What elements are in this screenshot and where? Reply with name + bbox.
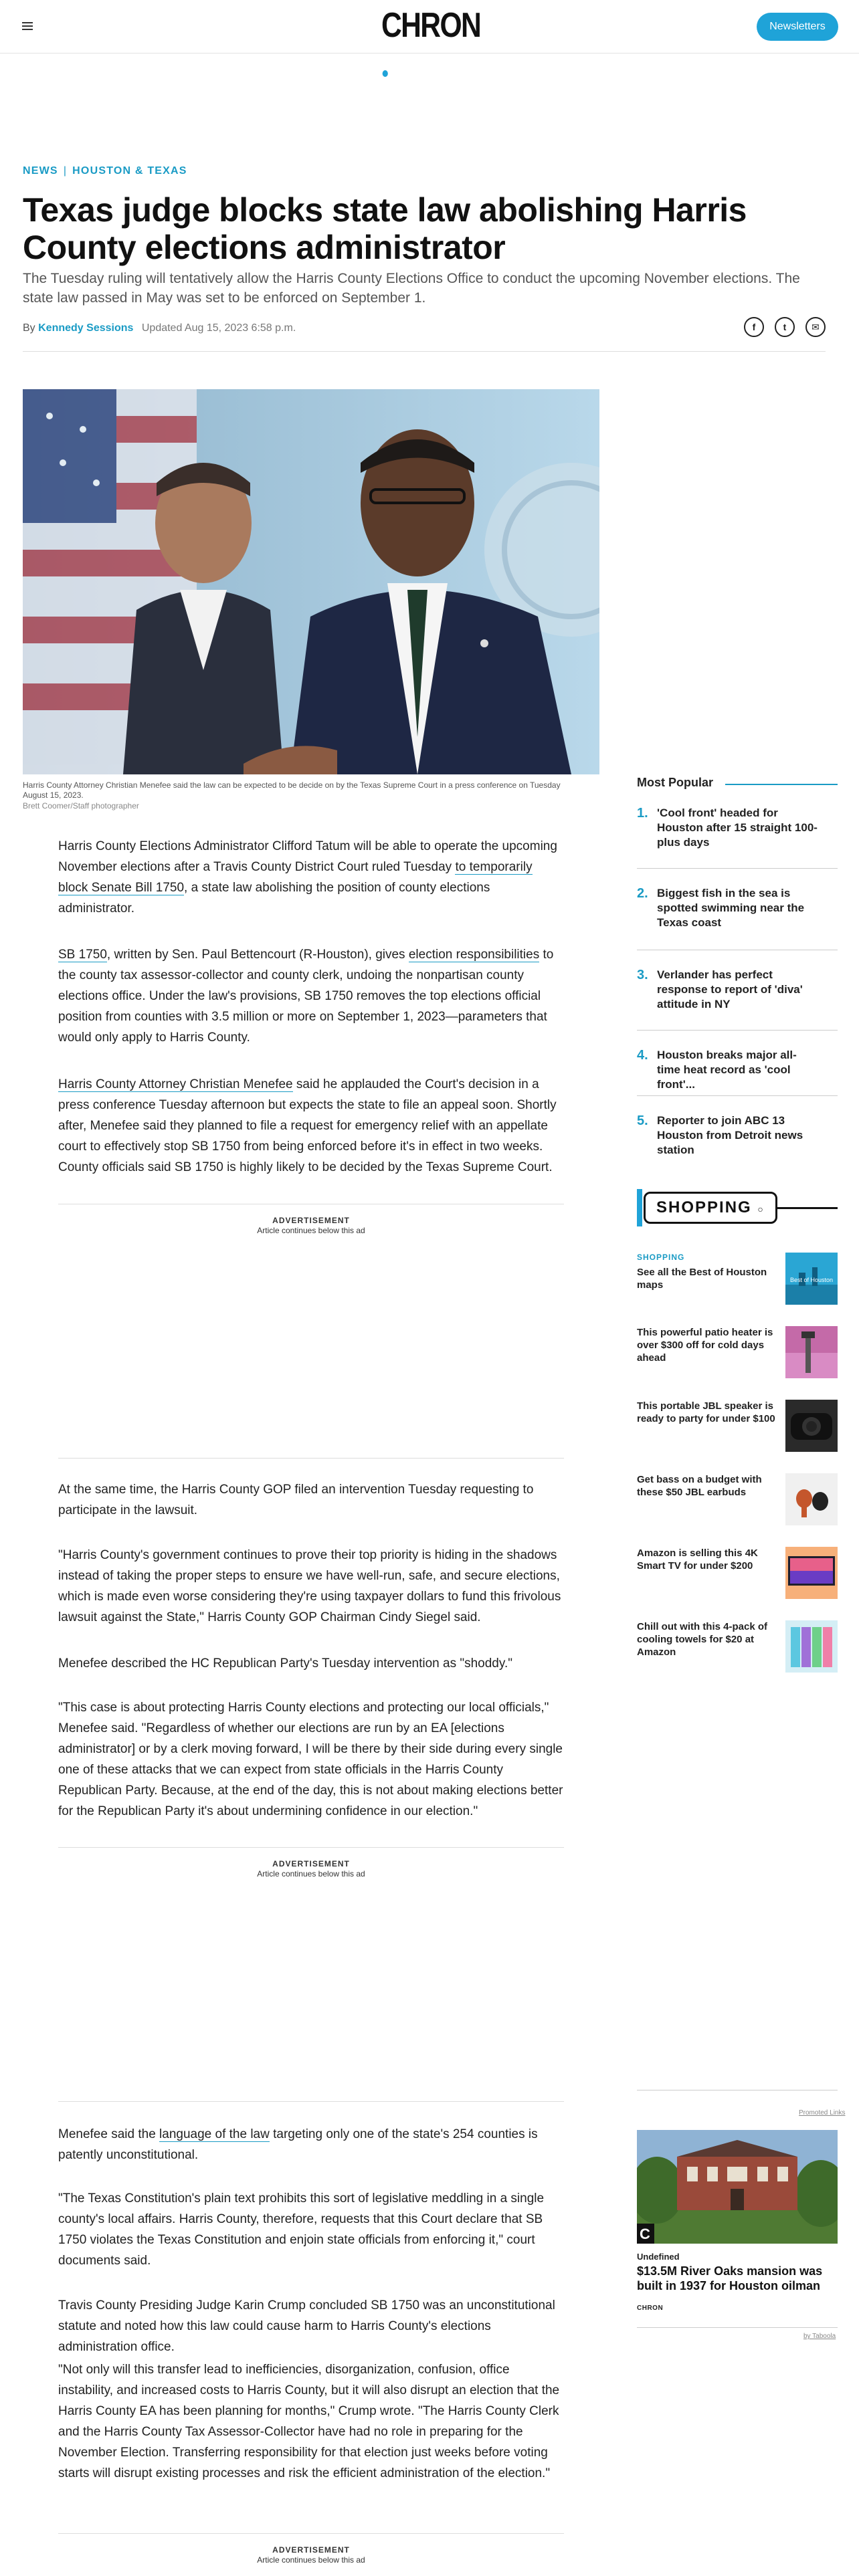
most-popular-rule — [725, 784, 838, 785]
kicker-houston-texas-link[interactable]: HOUSTON & TEXAS — [72, 165, 187, 177]
author-link[interactable]: Kennedy Sessions — [38, 322, 134, 334]
shopping-thumbnail[interactable] — [785, 1473, 838, 1525]
shopping-item-title[interactable]: This powerful patio heater is over $300 off for cold days ahead — [637, 1327, 773, 1364]
site-logo[interactable] — [381, 5, 481, 45]
shopping-thumbnail[interactable] — [785, 1326, 838, 1378]
p1-text-b: , a state law abolishing the position of county elections administrator. — [58, 881, 490, 916]
section-kicker: NEWS | HOUSTON & TEXAS — [23, 165, 187, 177]
advertisement-label — [58, 1216, 564, 1236]
shopping-item-title[interactable]: This portable JBL speaker is ready to party for under $100 — [637, 1400, 775, 1424]
p1-text-a: Harris County Elections Administrator Clifford Tatum will be able to operate the upcoming November elections after a Travis County District Court ruled Tuesday — [58, 839, 557, 874]
advertisement-label-2 — [58, 1859, 564, 1879]
most-popular-number: 2. — [637, 886, 648, 901]
ad-title: ADVERTISEMENT — [272, 1216, 350, 1225]
article-paragraph-8 — [58, 2124, 564, 2165]
shopping-item[interactable] — [637, 1253, 838, 1306]
most-popular-headline[interactable]: Reporter to join ABC 13 Houston from Detroit news station — [657, 1114, 803, 1156]
senate-bill-link[interactable]: to temporarily block Senate Bill 1750 — [58, 860, 533, 895]
promo-image[interactable] — [637, 2130, 838, 2244]
most-popular-headline[interactable]: 'Cool front' headed for Houston after 15 straight 100-plus days — [657, 807, 818, 849]
p2-text-a: , written by Sen. Paul Bettencourt (R-Houston), gives — [106, 948, 409, 962]
shopping-banner[interactable] — [637, 1189, 838, 1226]
menu-icon[interactable] — [22, 22, 33, 30]
ad-title-3: ADVERTISEMENT — [272, 2545, 350, 2555]
shopping-thumbnail[interactable] — [785, 1400, 838, 1452]
facebook-share-icon[interactable]: f — [744, 317, 764, 337]
menefee-link[interactable]: Harris County Attorney Christian Menefee — [58, 1077, 293, 1091]
svg-text:C: C — [640, 2226, 650, 2242]
sb1750-link[interactable]: SB 1750 — [58, 948, 107, 962]
hero-photo — [23, 389, 599, 774]
article-paragraph-11: "Not only will this transfer lead to inefficiencies, disorganization, confusion, office instability, and increased costs to Harris County, but it will also disrupt an election that the Harris County EA has been planning for months," Crump wrote. "The Harris County Clerk and the Harris County Tax Assessor-Collector have had no role in preparing for the November Election. Transferring responsibility for that election just weeks before voting starts will disrupt existing processes and risk the efficient administration of the election." — [58, 2363, 560, 2480]
article-paragraph-2 — [58, 944, 564, 1048]
most-popular-item[interactable] — [637, 1048, 838, 1091]
ad-divider-top-2 — [58, 1847, 564, 1848]
shopping-item[interactable] — [637, 1620, 838, 1674]
updated-date: Updated Aug 15, 2023 6:58 p.m. — [141, 322, 296, 334]
logo-text: CHRON — [381, 6, 481, 45]
kicker-news-link[interactable]: NEWS — [23, 165, 58, 177]
newsletters-button[interactable]: Newsletters — [757, 13, 838, 41]
most-popular-headline[interactable]: Houston breaks major all-time heat record as 'cool front'... — [657, 1049, 797, 1091]
ad-subtitle-3: Article continues below this ad — [257, 2555, 365, 2565]
shopping-thumbnail[interactable] — [785, 1547, 838, 1599]
p2-text-b: to the county tax assessor-collector and county clerk, undoing the nonpartisan county elections office. Under the law's provisions, SB 1750 removes the top elections official position from counties with 3.5 million or more on September 1, 2023—parameters that would only apply to Harris County. — [58, 948, 554, 1045]
most-popular-number: 3. — [637, 968, 648, 982]
ad-divider-bottom-2 — [58, 2101, 564, 2102]
most-popular-number: 5. — [637, 1113, 648, 1128]
shopping-category: SHOPPING — [637, 1253, 685, 1262]
header-divider — [23, 351, 826, 352]
shopping-item-title[interactable]: Amazon is selling this 4K Smart TV for under $200 — [637, 1547, 758, 1572]
ad-divider-bottom — [58, 1458, 564, 1459]
most-popular-number: 1. — [637, 806, 648, 821]
most-popular-item[interactable] — [637, 806, 838, 853]
advertisement-label-3 — [58, 2545, 564, 2565]
most-popular-separator — [637, 868, 838, 869]
most-popular-headline[interactable]: Verlander has perfect response to report of 'diva' attitude in NY — [657, 968, 803, 1010]
shopping-item-title[interactable]: Get bass on a budget with these $50 JBL earbuds — [637, 1474, 762, 1498]
most-popular-item[interactable] — [637, 1113, 838, 1160]
article-paragraph-3 — [58, 1074, 564, 1178]
promo-headline[interactable]: $13.5M River Oaks mansion was built in 1937 for Houston oilman — [637, 2264, 823, 2292]
election-responsibilities-link[interactable]: election responsibilities — [408, 948, 540, 962]
most-popular-separator — [637, 1030, 838, 1031]
shopping-item[interactable] — [637, 1400, 838, 1453]
article-paragraph-5: "Harris County's government continues to prove their top priority is hiding in the shadows instead of taking the proper steps to ensure we have well-run, safe, and secure elections, which is made even worse considering they're using taxpayer dollars to fund this frivolous lawsuit against the State," Harris County GOP Chairman Cindy Siegel said. — [58, 1548, 561, 1624]
shopping-thumbnail[interactable] — [785, 1620, 838, 1673]
article-paragraph-6: Menefee described the HC Republican Party's Tuesday intervention as "shoddy." — [58, 1656, 512, 1671]
p8-text-b: targeting only one of the state's 254 counties is patently unconstitutional. — [58, 2127, 538, 2162]
language-of-law-link[interactable]: language of the law — [159, 2127, 270, 2141]
article-dek: The Tuesday ruling will tentatively allow the Harris County Elections Office to conduct the upcoming November elections. The state law passed in May was set to be enforced on September 1. — [23, 271, 800, 306]
most-popular-separator — [637, 1095, 838, 1096]
ad-title-2: ADVERTISEMENT — [272, 1859, 350, 1868]
ad-subtitle-2: Article continues below this ad — [257, 1869, 365, 1879]
ad-divider-top-3 — [58, 2533, 564, 2534]
byline — [23, 322, 296, 334]
article-paragraph-10: Travis County Presiding Judge Karin Crump concluded SB 1750 was an unconstitutional statute and noted how this law could cause harm to Harris County's elections administration office. — [58, 2298, 555, 2354]
twitter-share-icon[interactable]: t — [775, 317, 795, 337]
site-header — [0, 0, 859, 53]
most-popular-item[interactable] — [637, 968, 838, 1014]
promo-source: Undefined — [637, 2252, 680, 2262]
article-paragraph-1 — [58, 836, 564, 919]
p3-text: said he applauded the Court's decision in a press conference Tuesday afternoon but expects the state to file an appeal soon. Shortly after, Menefee said they planned to file a request for emergency relief with an appellate court to effectively stop SB 1750 from being enforced before it's in effect in two weeks. County officials said SB 1750 is highly likely to be decided by the Texas Supreme Court. — [58, 1077, 557, 1174]
ad-subtitle: Article continues below this ad — [257, 1226, 365, 1235]
photo-caption: Harris County Attorney Christian Menefee said the law can be expected to be decide on by the Texas Supreme Court in a press conference on Tuesday August 15, 2023. — [23, 780, 561, 800]
most-popular-number: 4. — [637, 1048, 648, 1063]
article-paragraph-7: "This case is about protecting Harris County elections and protecting our local officials," Menefee said. "Regardless of whether our elections are run by an EA [elections administrator] or by a clerk moving forward, I will be there by their side during every single one of these attacks that we can expect from state officials in the Harris County Republican Party. Because, at the end of the day, this is not about making elections better for the Republican Party it's about undermining confidence in our election." — [58, 1701, 563, 1818]
thumbnail-caption: Best of Houston — [789, 1277, 834, 1283]
p8-text-a: Menefee said the — [58, 2127, 160, 2141]
shopping-item[interactable] — [637, 1547, 838, 1600]
shopping-item[interactable] — [637, 1473, 838, 1527]
email-share-icon[interactable]: ✉ — [805, 317, 826, 337]
promo-divider-bottom — [637, 2327, 838, 2328]
shopping-banner-title: SHOPPING ○ — [644, 1192, 777, 1224]
article-headline: Texas judge blocks state law abolishing Harris County elections administrator — [23, 191, 747, 266]
shopping-item-title[interactable]: Chill out with this 4-pack of cooling towels for $20 at Amazon — [637, 1621, 767, 1658]
shopping-item[interactable] — [637, 1326, 838, 1380]
most-popular-item[interactable] — [637, 886, 838, 933]
article-paragraph-4: At the same time, the Harris County GOP filed an intervention Tuesday requesting to participate in the lawsuit. — [58, 1483, 534, 1517]
shopping-thumbnail[interactable] — [785, 1253, 838, 1305]
most-popular-title: Most Popular — [637, 776, 714, 789]
article-paragraph-9: "The Texas Constitution's plain text prohibits this sort of legislative meddling in a single county's local affairs. Harris County, therefore, requests that this Court declare that SB 1750 violates the Texas Constitution and enjoin state officials from enforcing it," court documents said. — [58, 2191, 545, 2268]
taboola-label[interactable]: by Taboola — [803, 2333, 836, 2340]
photo-credit: Brett Coomer/Staff photographer — [23, 801, 139, 811]
promo-brand: CHRON — [637, 2304, 664, 2312]
byline-prefix: By — [23, 322, 35, 334]
promoted-links-label[interactable]: Promoted Links — [799, 2109, 846, 2117]
most-popular-headline[interactable]: Biggest fish in the sea is spotted swimming near the Texas coast — [657, 887, 805, 929]
shopping-item-title[interactable]: See all the Best of Houston maps — [637, 1267, 767, 1291]
